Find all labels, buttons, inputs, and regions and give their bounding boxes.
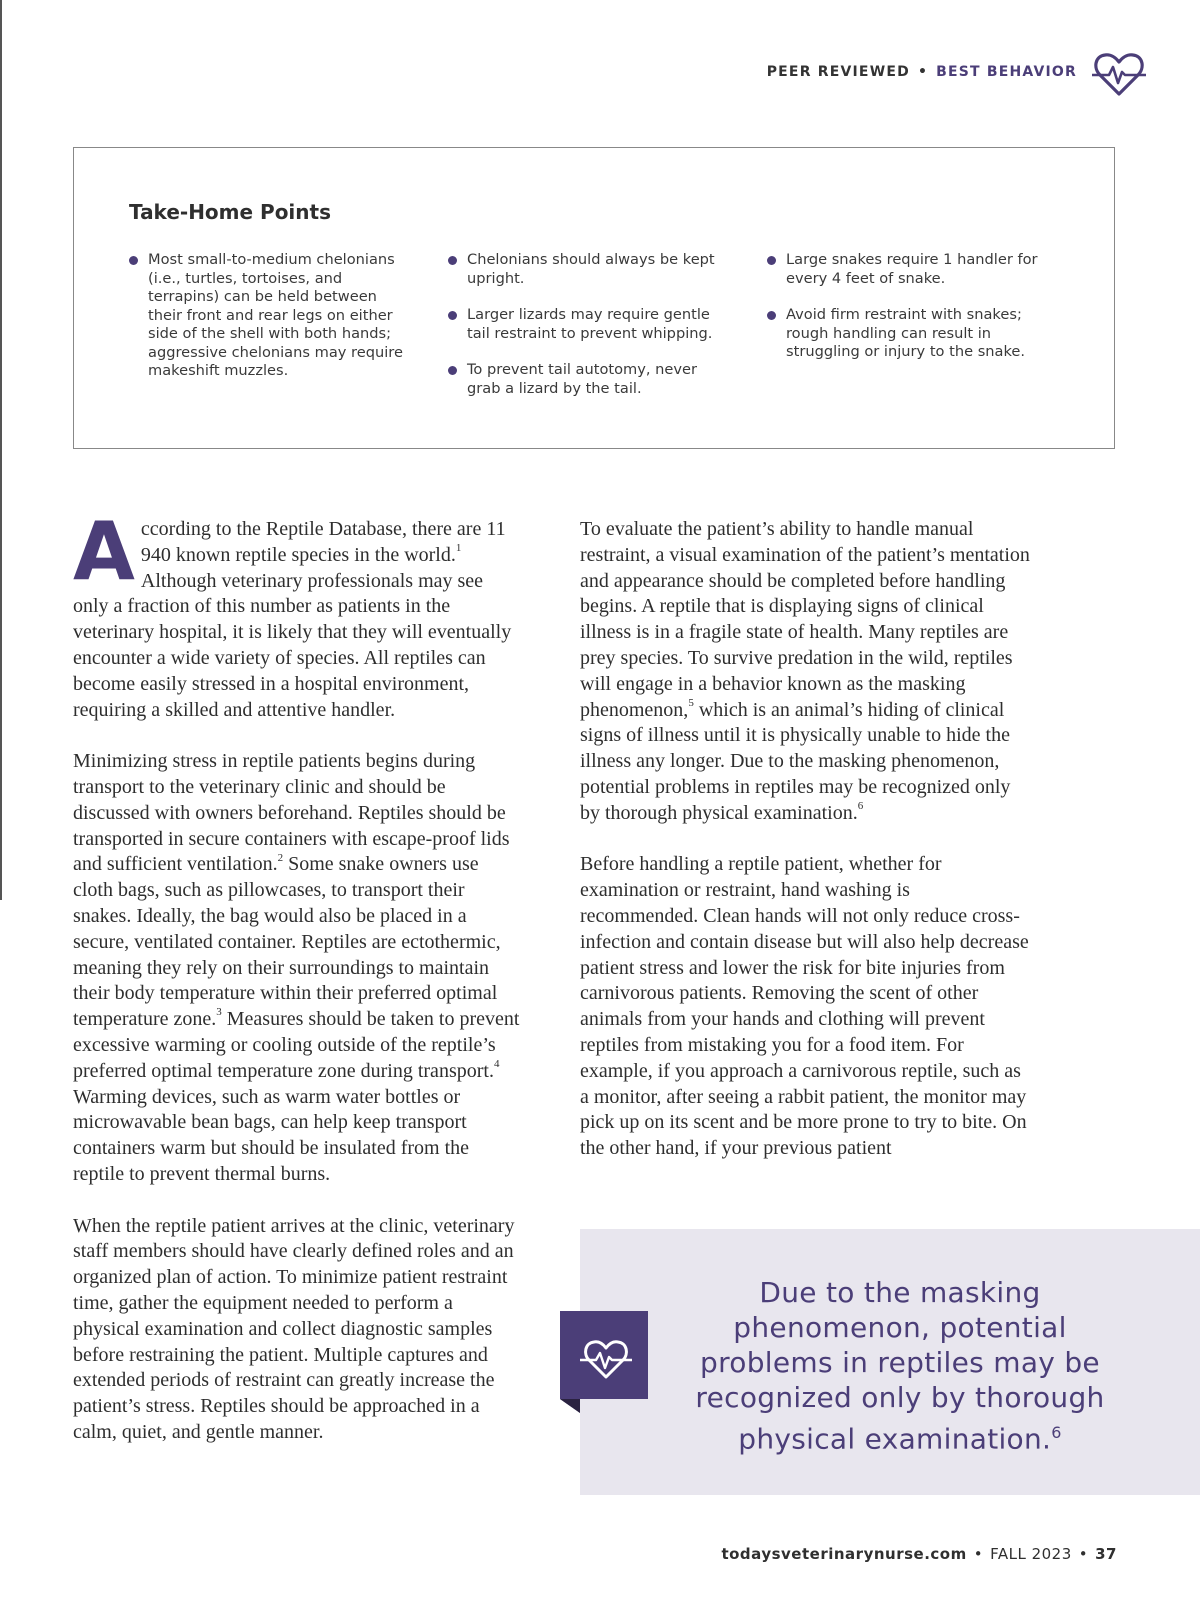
- take-home-point: Larger lizards may require gentle tail restraint to prevent whipping.: [448, 306, 733, 343]
- footer-separator: •: [973, 1545, 984, 1563]
- citation-ref: 2: [277, 851, 284, 864]
- footer-issue: FALL 2023: [990, 1545, 1072, 1563]
- citation-ref: 3: [216, 1006, 222, 1019]
- take-home-column-1: [129, 251, 414, 399]
- pull-quote: [680, 1275, 1120, 1456]
- take-home-column-2: [448, 251, 733, 416]
- take-home-point: Chelonians should always be kept upright.: [448, 251, 733, 288]
- page-number: 37: [1095, 1545, 1117, 1563]
- paragraph-text: ccording to the Reptile Database, there are 11 940 known reptile species in the world.: [140, 518, 506, 566]
- running-head: [767, 64, 1077, 80]
- paragraph-text: Some snake owners use cloth bags, such as pillowcases, to transport their snakes. Ideally, the bag would also be placed in a secure, ventilated container. Reptiles are ectothermic, meaning they rely on their surroundings to maintain their body temperature within their preferred optimal temperature zone.: [73, 853, 501, 1031]
- article-paragraph: When the reptile patient arrives at the clinic, veterinary staff members should have clearly defined roles and an organized plan of action. To minimize patient restraint time, gather the equipment needed to perform a physical examination and collect diagnostic samples before restraining the patient. Multiple captures and extended periods of restraint can greatly increase the patient’s stress. Reptiles should be approached in a calm, quiet, and gentle manner.: [73, 1214, 515, 1443]
- citation-ref: 6: [1051, 1423, 1062, 1442]
- article-column-left: [73, 505, 523, 1471]
- citation-ref: 5: [688, 696, 694, 709]
- take-home-point: To prevent tail autotomy, never grab a lizard by the tail.: [448, 361, 733, 398]
- article-paragraph: [580, 517, 1030, 827]
- heart-pulse-icon: [1092, 50, 1146, 98]
- running-head-separator: •: [917, 64, 929, 80]
- running-head-section: BEST BEHAVIOR: [936, 64, 1077, 80]
- drop-cap: A: [73, 505, 135, 598]
- take-home-point: Most small-to-medium chelonians (i.e., turtles, tortoises, and terrapins) can be held between their front and rear legs on either side of the shell with both hands; aggressive chelonians may require makeshift muzzles.: [129, 251, 414, 381]
- page-edge-rule: [0, 0, 2, 900]
- paragraph-text: Measures should be taken to prevent excessive warming or cooling outside of the reptile’s preferred optimal temperature zone during transport.: [73, 1008, 520, 1082]
- paragraph-text: Minimizing stress in reptile patients begins during transport to the veterinary clinic and should be discussed with owners beforehand. Reptiles should be transported in secure containers with escape-proof lids and sufficient ventilation.: [73, 750, 510, 876]
- take-home-column-3: [767, 251, 1057, 380]
- paragraph-text: Although veterinary professionals may see only a fraction of this number as patients in the veterinary hospital, it is likely that they will eventually encounter a wide variety of species. All reptiles can become easily stressed in a hospital environment, requiring a skilled and attentive handler.: [73, 569, 512, 721]
- take-home-point: Avoid firm restraint with snakes; rough handling can result in struggling or injury to the snake.: [767, 306, 1057, 362]
- citation-ref: 1: [455, 542, 462, 555]
- take-home-title: Take-Home Points: [129, 200, 331, 224]
- paragraph-text: To evaluate the patient’s ability to handle manual restraint, a visual examination of the patient’s mentation and appearance should be completed before handling begins. A reptile that is displaying signs of clinical illness is in a fragile state of health. Many reptiles are prey species. To survive predation in the wild, reptiles will engage in a behavior known as the masking phenomenon,: [580, 518, 1030, 721]
- paragraph-text: which is an animal’s hiding of clinical signs of illness until it is physically unable to hide the illness any longer. Due to the masking phenomenon, potential problems in reptiles may be recognized only by thorough physical examination.: [580, 698, 1011, 824]
- page-footer: [721, 1545, 1117, 1563]
- article-paragraph: [73, 749, 523, 1188]
- take-home-points-box: [73, 147, 1115, 449]
- pull-quote-text: Due to the masking phenomenon, potential problems in reptiles may be recognized only by thorough physical examination.: [695, 1276, 1105, 1456]
- running-head-label: PEER REVIEWED: [766, 64, 910, 80]
- article-paragraph: [73, 505, 523, 723]
- citation-ref: 4: [493, 1058, 500, 1071]
- footer-separator: •: [1078, 1545, 1089, 1563]
- citation-ref: 6: [857, 800, 864, 813]
- take-home-point: Large snakes require 1 handler for every 4 feet of snake.: [767, 251, 1057, 288]
- paragraph-text: Warming devices, such as warm water bottles or microwavable bean bags, can help keep transport containers warm but should be insulated from the reptile to prevent thermal burns.: [73, 1085, 470, 1185]
- article-column-right: [580, 517, 1030, 1188]
- footer-site: todaysveterinarynurse.com: [721, 1545, 967, 1563]
- pull-quote-tab: [560, 1311, 648, 1413]
- article-paragraph: Before handling a reptile patient, whether for examination or restraint, hand washing is recommended. Clean hands will not only reduce cross-infection and contain disease but will also help decrease patient stress and lower the risk for bite injuries from carnivorous patients. Removing the scent of other animals from your hands and clothing will prevent reptiles from mistaking you for a food item. For example, if you approach a carnivorous reptile, such as a monitor, after seeing a rabbit patient, the monitor may pick up on its scent and be more prone to try to bite. On the other hand, if your previous patient: [580, 853, 1029, 1160]
